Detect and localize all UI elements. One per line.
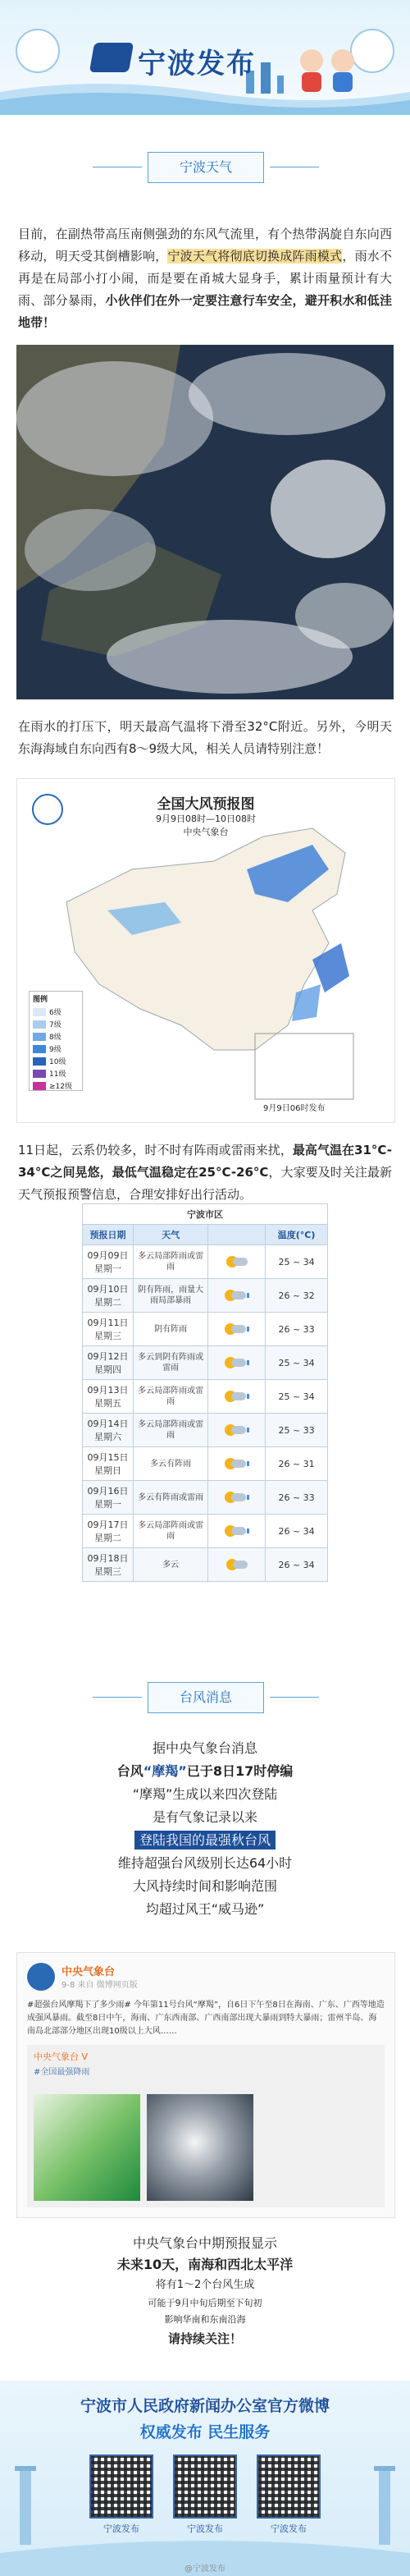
weather-cell: 多云 [133,1548,208,1582]
legend-item [30,1006,82,1018]
legend-swatch [33,1008,46,1016]
legend-swatch [33,1020,46,1029]
rain-icon [247,1327,249,1332]
legend-label: 6级 [49,1009,61,1017]
col-icon [208,1225,266,1245]
qr-code-image[interactable] [173,2455,237,2519]
table-row [83,1313,328,1346]
intro-warning: 小伙伴们在外一定要注意行车安全，避开积水和低洼地带！ [18,293,392,330]
table-city-title: 宁波市区 [83,1204,328,1225]
legend-label: 11级 [49,1070,66,1079]
header-banner [0,0,410,115]
table-row [83,1548,328,1582]
intro-highlight: 宁波天气将彻底切换成阵雨模式 [167,249,343,264]
weather-icon-cell [208,1481,266,1515]
typhoon-strongest-badge: 登陆我国的最强秋台风 [134,1831,276,1849]
outlook-temperature: 最高气温在31°C-34°C之间晃悠，最低气温稳定在25°C-26°C [18,1143,393,1180]
table-row [83,1515,328,1548]
weekday-text: 星期二 [93,1533,121,1543]
legend-swatch [33,1057,46,1066]
date-text: 09月12日 [87,1351,129,1362]
col-date: 预报日期 [83,1225,134,1245]
legend-label: 9级 [49,1046,61,1054]
temp-cell: 25 ~ 34 [266,1380,328,1414]
wind-map-agency: 中央气象台 [183,827,229,837]
weather-icon-cell [208,1414,266,1447]
outlook-text-c: ，大家要及时关注最新天气预报预警信息，合理安排好出行活动。 [18,1165,392,1202]
table-row [83,1245,328,1279]
weekday-text: 星期六 [93,1432,121,1442]
qr-code[interactable] [89,2455,153,2535]
typhoon-outlook [0,2233,410,2349]
satellite-cloud-image [16,345,394,699]
weekday-text: 星期一 [93,1499,121,1510]
typhoon-name: “摩羯” [143,1763,187,1779]
weibo-account-name[interactable]: 中央气象台 [61,1966,116,1978]
date-text: 09月09日 [87,1250,129,1261]
typhoon-line-2 [0,1760,410,1783]
weekday-text: 星期三 [93,1331,121,1341]
weekday-text: 星期一 [93,1263,121,1274]
date-text: 09月14日 [87,1419,129,1429]
date-cell [83,1515,134,1548]
table-row [83,1380,328,1414]
date-cell [83,1447,134,1481]
typhoon-line-5 [0,1829,410,1852]
legend-item [30,1079,82,1092]
typhoon-line-3: “摩羯”生成以来四次登陆 [132,1786,278,1802]
outlook-line-3: 将有1～2个台风生成 [155,2279,255,2291]
rain-icon [247,1428,249,1432]
weather-icon-cell [208,1447,266,1481]
weather-icon-cell [208,1313,266,1346]
date-text: 09月16日 [87,1486,129,1497]
wind-forecast-map [16,778,395,1123]
temp-cell: 26 ~ 33 [266,1313,328,1346]
weather-cell: 多云局部阵雨或雷雨 [133,1414,208,1447]
qr-code-label: 宁波发布 [187,2523,223,2534]
weather-cell: 多云有阵雨 [133,1447,208,1481]
date-cell [83,1245,134,1279]
rain-icon [247,1461,249,1466]
typhoon-line-6: 维持超强台风级别长达64小时 [117,1855,293,1871]
temp-cell: 25 ~ 33 [266,1414,328,1447]
qr-code-image[interactable] [89,2455,153,2519]
wind-map-subtitle: 9月9日08时—10日08时 [156,814,256,824]
date-text: 09月11日 [87,1318,129,1328]
weibo-avatar[interactable] [27,1963,55,1991]
weather-icon-cell [208,1380,266,1414]
qr-code-row [0,2455,410,2535]
outlook-line-2: 未来10天，南海和西北太平洋 [116,2257,294,2272]
col-temp: 温度(°C) [266,1225,328,1245]
weather-cell: 多云局部阵雨或雷雨 [133,1515,208,1548]
weibo-inner-card [27,2045,385,2207]
cloud-icon [231,1493,246,1501]
weekday-text: 星期三 [93,1566,121,1577]
weekday-text: 星期四 [93,1364,121,1375]
date-cell [83,1346,134,1380]
cloud-icon [231,1426,246,1434]
table-row [83,1481,328,1515]
legend-swatch [33,1033,46,1041]
legend-label: 10级 [49,1058,66,1066]
footer-watermark: @宁波发布 [184,2565,226,2574]
temp-cell: 26 ~ 33 [266,1481,328,1515]
temp-cell: 26 ~ 31 [266,1447,328,1481]
legend-item [30,1030,82,1043]
weibo-meta: 9-8 来自 微博网页版 [61,1981,138,1990]
qr-code[interactable] [257,2455,321,2535]
weather-cell: 阴有阵雨，雨量大雨局部暴雨 [133,1279,208,1313]
outlook-line-1: 中央气象台中期预报显示 [132,2235,277,2251]
outlook-line-4: 可能于9月中旬后期至下旬初 [148,2298,262,2308]
cloud-icon [231,1291,246,1299]
table-row [83,1346,328,1380]
legend-swatch [33,1082,46,1090]
paragraph-outlook [18,1139,392,1206]
col-weather: 天气 [133,1225,208,1245]
weekday-text: 星期五 [93,1398,121,1409]
rain-icon [247,1360,249,1365]
cloud-icon [231,1359,246,1367]
weather-icon-cell [208,1515,266,1548]
typhoon-news [0,1737,410,1921]
cloud-icon [231,1392,246,1400]
paragraph-temperature-wind: 在雨水的打压下，明天最高气温将下滑至32°C附近。另外，今明天东海海域自东向西有8～9级大风，相关人员请特别注意！ [18,719,392,756]
wind-map-issued: 9月9日06时发布 [263,1104,326,1113]
temp-cell: 26 ~ 34 [266,1515,328,1548]
temp-cell: 25 ~ 34 [266,1245,328,1279]
cloud-icon [231,1460,246,1468]
outlook-line-6: 请持续关注！ [167,2331,242,2346]
date-text: 09月17日 [87,1519,129,1530]
rain-icon [247,1293,249,1298]
legend-item [30,1018,82,1030]
legend-item [30,1067,82,1079]
qr-code[interactable] [173,2455,237,2535]
weibo-inner-title: 中央气象台 V [34,2051,89,2062]
weather-icon-cell [208,1346,266,1380]
temp-cell: 26 ~ 34 [266,1548,328,1582]
weather-cell: 多云有阵雨或雷雨 [133,1481,208,1515]
footer-title: 宁波市人民政府新闻办公室官方微博 [80,2397,330,2415]
typhoon-word: 台风 [116,1763,144,1779]
legend-label: ≥12级 [49,1083,72,1091]
table-row [83,1447,328,1481]
weekday-text: 星期二 [93,1297,121,1308]
outlook-text-a: 11日起，云系仍较多，时不时有阵雨或雷雨来扰， [18,1143,293,1157]
qr-code-label: 宁波发布 [271,2523,307,2534]
cloud-icon [231,1527,246,1535]
weekday-text: 星期日 [93,1465,121,1476]
intro-text-a: 目前，在副热带高压南侧强劲的东风气流里，有个热带涡旋自东向西移动，明天受其倒槽影响， [18,227,392,264]
weather-icon-cell [208,1245,266,1279]
rainfall-map-thumbnail[interactable] [34,2094,140,2201]
section-label-typhoon: 台风消息 [148,1682,264,1713]
intro-paragraph [18,223,392,334]
weibo-inner-text: #全国最强降雨 [34,2068,90,2077]
temp-cell: 26 ~ 32 [266,1279,328,1313]
weather-cell: 多云到阴有阵雨或雷雨 [133,1346,208,1380]
date-cell [83,1380,134,1414]
weibo-text: #超强台风摩羯下了多少雨# 今年第11号台风“摩羯”，自6日下午至8日在海南、广东、广西等地造成强风暴雨。截至8日中午，海南、广东西南部、广西南部出现大暴雨到特大暴雨；雷州半岛、海南岛北部部分地区出现10级以上大风…… [27,2001,385,2036]
rain-icon [247,1529,249,1533]
date-text: 09月10日 [87,1284,129,1295]
cloud-icon [233,1258,248,1266]
logo-icon [89,43,134,72]
section-label-weather: 宁波天气 [148,152,264,183]
date-cell [83,1313,134,1346]
typhoon-line-4: 是有气象记录以来 [152,1809,257,1825]
date-text: 09月15日 [87,1452,129,1463]
wind-map-title: 全国大风预报图 [157,796,255,813]
satellite-thumbnail[interactable] [147,2094,253,2201]
footer-slogan: 权威发布 民生服务 [139,2423,271,2441]
table-row [83,1279,328,1313]
legend-title: 图例 [33,996,48,1004]
date-cell [83,1279,134,1313]
typhoon-stopped: 已于8日17时停编 [186,1763,294,1779]
typhoon-line-1: 据中央气象台消息 [152,1740,257,1756]
table-row [83,1414,328,1447]
date-cell [83,1548,134,1582]
footer-banner [0,2381,410,2576]
cloud-icon [231,1325,246,1333]
weibo-post-card[interactable] [16,1952,395,2218]
typhoon-line-8: 均超过风王“威马逊” [145,1901,265,1917]
qr-code-image[interactable] [257,2455,321,2519]
qr-code-label: 宁波发布 [103,2523,139,2534]
temp-cell: 25 ~ 34 [266,1346,328,1380]
weather-icon-cell [208,1279,266,1313]
forecast-table-wrap [82,1203,328,1582]
rain-icon [247,1394,249,1399]
weather-cell: 多云局部阵雨或雷雨 [133,1380,208,1414]
forecast-table [82,1203,328,1582]
legend-label: 7级 [49,1021,61,1029]
rain-icon [247,1495,249,1500]
outlook-line-5: 影响华南和东南沿海 [164,2314,246,2325]
logo-text: 宁波发布 [138,48,256,80]
wind-map-legend [29,991,83,1091]
legend-swatch [33,1070,46,1078]
date-text: 09月13日 [87,1385,129,1396]
date-text: 09月18日 [87,1553,129,1564]
typhoon-line-7: 大风持续时间和影响范围 [132,1878,277,1894]
legend-item [30,1043,82,1055]
cloud-icon [233,1561,248,1569]
intro-text-b: ，雨水不再是在局部小打小闹，而是要在甬城大显身手，累计雨量预计有大雨、部分暴雨， [18,249,392,308]
weather-cell: 阴有阵雨 [133,1313,208,1346]
legend-item [30,1055,82,1067]
weather-icon-cell [208,1548,266,1582]
legend-label: 8级 [49,1034,61,1042]
date-cell [83,1481,134,1515]
legend-swatch [33,1045,46,1053]
date-cell [83,1414,134,1447]
weather-cell: 多云局部阵雨或雷雨 [133,1245,208,1279]
